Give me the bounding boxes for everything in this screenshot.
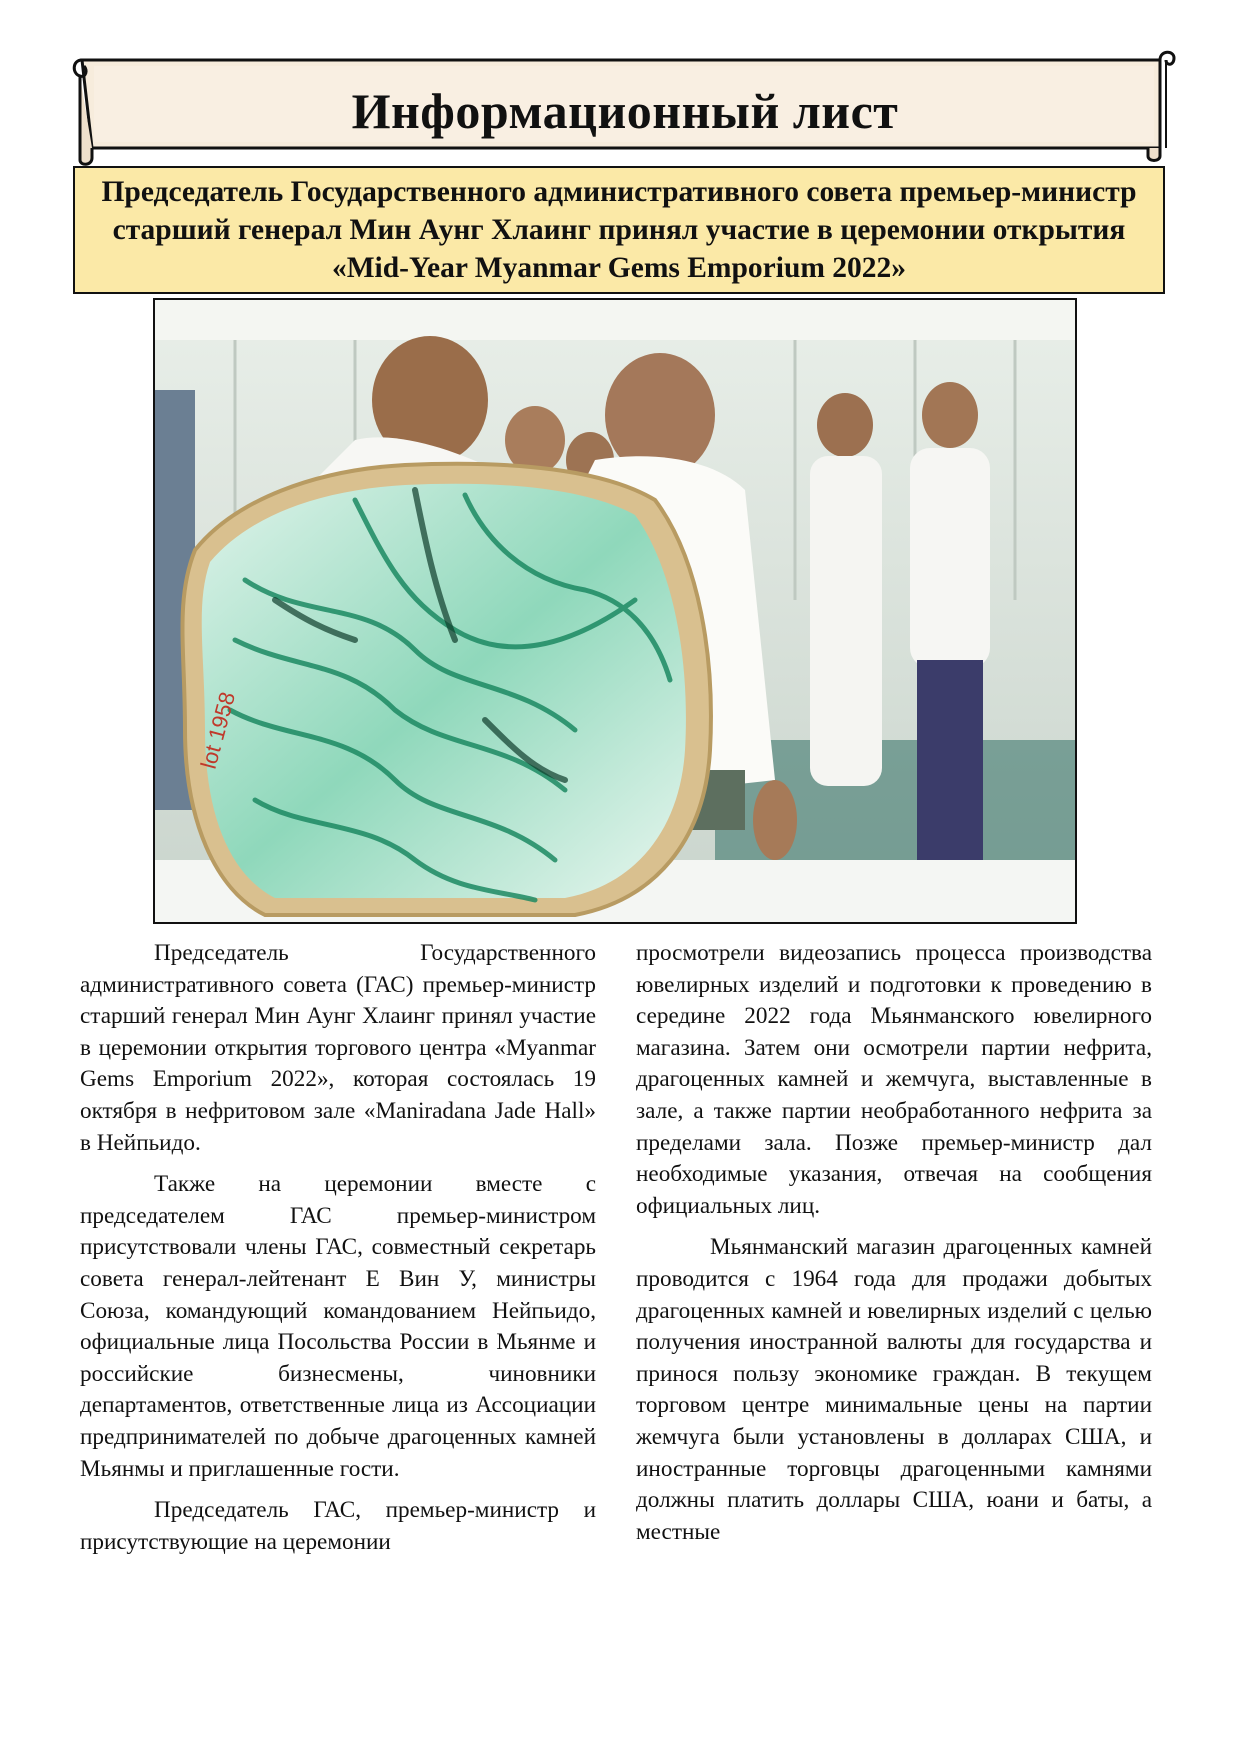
article-column-right	[636, 938, 1152, 1548]
article-paragraph-2: Также на церемонии вместе с председателем ГАС премьер-министром присутствовали члены ГАС, совместный секретарь совета генерал-лейтенант Е Вин У, министры Союза, командующий командованием Нейпьидо, официальные лица Посольства России в Мьянме и российские бизнесмены, чиновники департаментов, ответственные лица из Ассоциации предпринимателей по добыче драгоценных камней Мьянмы и приглашенные гости.	[80, 1171, 596, 1482]
article-paragraph-3: Председатель ГАС, премьер-министр и присутствующие на церемонии	[80, 1497, 596, 1555]
article-photo	[153, 298, 1077, 924]
headline-text: Председатель Государственного административного совета премьер-министр старший генерал Мин Аунг Хлаинг принял участие в церемонии открытия «Mid-Year Myanmar Gems Emporium 2022»	[101, 176, 1137, 284]
headline-box	[73, 166, 1165, 294]
jade-boulder-photo	[155, 300, 1075, 922]
page-title: Информационный лист	[351, 83, 899, 139]
lot-number-label: lot 1958	[195, 689, 241, 772]
article-column-left	[80, 938, 596, 1558]
article-paragraph-4: просмотрели видеозапись процесса производства ювелирных изделий и подготовки к проведению в середине 2022 года Мьянманского ювелирного магазина. Затем они осмотрели партии нефрита, драгоценных камней и жемчуга, выставленные в зале, а также партии необработанного нефрита за пределами зала. Позже премьер-министр дал необходимые указания, отвечая на сообщения официальных лиц.	[636, 940, 1152, 1219]
article-paragraph-1: Председатель Государственного административного совета (ГАС) премьер-министр старший генерал Мин Аунг Хлаинг принял участие в церемонии открытия торгового центра «Myanmar Gems Emporium 2022», которая состоялась 19 октября в нефритовом зале «Maniradana Jade Hall» в Нейпьидо.	[80, 940, 596, 1156]
scroll-banner	[70, 48, 1180, 166]
jade-boulder	[183, 464, 711, 915]
article-paragraph-5: Мьянманский магазин драгоценных камней проводится с 1964 года для продажи добытых драгоценных камней и ювелирных изделий с целью получения иностранной валюты для государства и принося пользу экономике граждан. В текущем торговом центре минимальные цены на партии жемчуга были установлены в долларах США, и иностранные торговцы драгоценными камнями должны платить доллары США, юани и баты, а местные	[636, 1234, 1152, 1545]
